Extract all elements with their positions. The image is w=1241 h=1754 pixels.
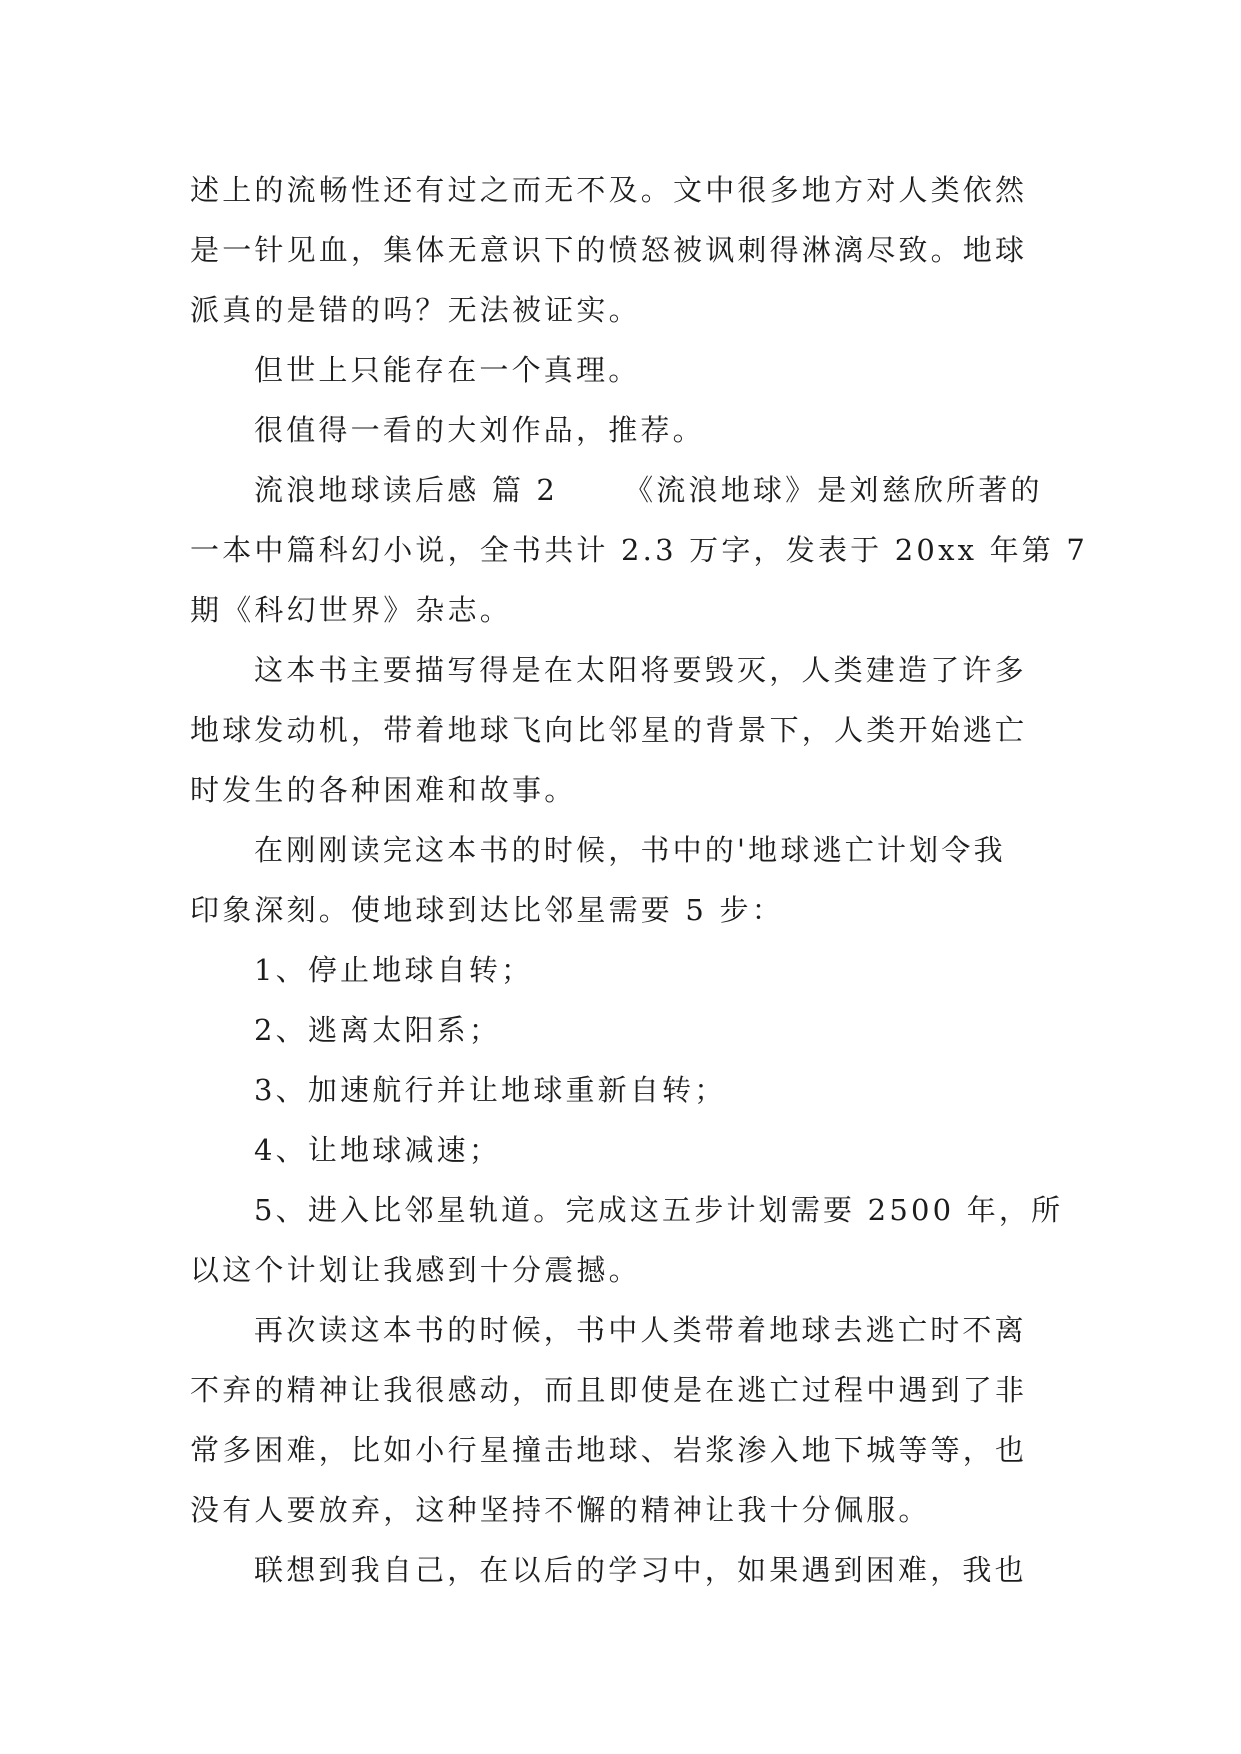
text-line: 以这个计划让我感到十分震撼。 [190, 1253, 641, 1287]
text-line: 不弃的精神让我很感动，而且即使是在逃亡过程中遇到了非 [190, 1373, 1028, 1407]
text-line: 一本中篇科幻小说，全书共计 2.3 万字，发表于 20xx 年第 7 [190, 533, 1089, 567]
document-body [190, 160, 1089, 1600]
list-item: 2、逃离太阳系； [254, 1013, 502, 1047]
text-line: 期《科幻世界》杂志。 [190, 593, 513, 627]
text-line: 印象深刻。使地球到达比邻星需要 5 步： [190, 893, 784, 927]
text-run: 《流浪地球》是刘慈欣所著的 [624, 473, 1043, 507]
section-heading-line [190, 460, 1062, 520]
text-line: 时发生的各种困难和故事。 [190, 773, 577, 807]
text-line: 在刚刚读完这本书的时候，书中的'地球逃亡计划令我 [254, 833, 1006, 867]
list-item: 1、停止地球自转； [254, 953, 534, 987]
text-line: 这本书主要描写得是在太阳将要毁灭，人类建造了许多 [254, 653, 1027, 687]
text-line: 联想到我自己，在以后的学习中，如果遇到困难，我也 [254, 1553, 1027, 1587]
section-heading: 流浪地球读后感 篇 2 [254, 473, 559, 507]
text-line: 常多困难，比如小行星撞击地球、岩浆渗入地下城等等，也 [190, 1433, 1028, 1467]
text-line: 述上的流畅性还有过之而无不及。文中很多地方对人类依然 [190, 173, 1028, 207]
text-line: 但世上只能存在一个真理。 [254, 353, 641, 387]
list-item: 4、让地球减速； [254, 1133, 502, 1167]
text-line: 再次读这本书的时候，书中人类带着地球去逃亡时不离 [254, 1313, 1027, 1347]
text-line: 地球发动机，带着地球飞向比邻星的背景下，人类开始逃亡 [190, 713, 1028, 747]
text-line: 派真的是错的吗？无法被证实。 [190, 293, 641, 327]
text-line: 没有人要放弃，这种坚持不懈的精神让我十分佩服。 [190, 1493, 931, 1527]
list-item: 3、加速航行并让地球重新自转； [254, 1073, 727, 1107]
text-line: 是一针见血，集体无意识下的愤怒被讽刺得淋漓尽致。地球 [190, 233, 1028, 267]
text-line: 很值得一看的大刘作品，推荐。 [254, 413, 705, 447]
list-item: 5、进入比邻星轨道。完成这五步计划需要 2500 年，所 [254, 1193, 1064, 1227]
